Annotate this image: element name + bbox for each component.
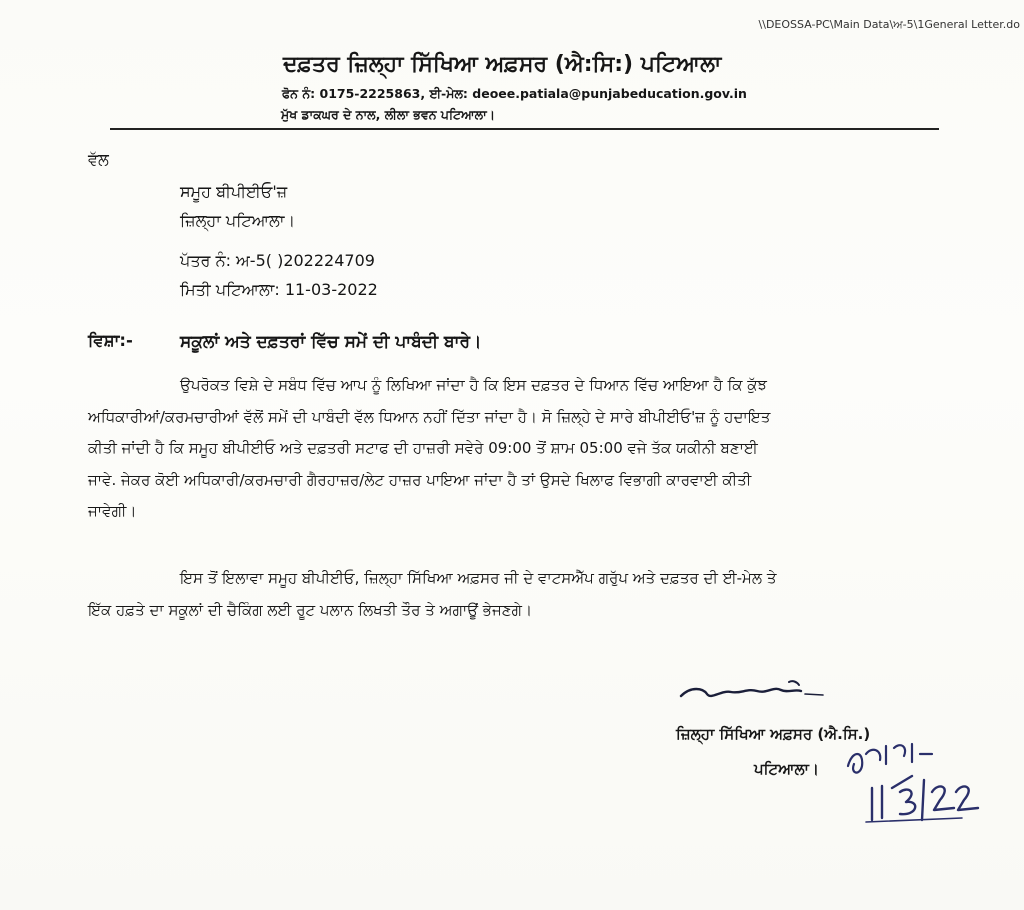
subject-text: ਸਕੂਲਾਂ ਅਤੇ ਦਫ਼ਤਰਾਂ ਵਿੱਚ ਸਮੇਂ ਦੀ ਪਾਬੰਦੀ ਬਾਰੇ।	[180, 332, 482, 352]
file-path-header: \\DEOSSA-PC\Main Data\ਅ-5\1General Letter.do	[758, 18, 1020, 31]
signature-scribble	[677, 676, 827, 716]
subject-label: ਵਿਸ਼ਾ:-	[88, 331, 133, 350]
recipient-line-2: ਜ਼ਿਲ੍ਹਾ ਪਟਿਆਲਾ।	[180, 211, 296, 230]
handwritten-date-annotation	[842, 736, 982, 826]
office-title: ਦਫ਼ਤਰ ਜ਼ਿਲ੍ਹਾ ਸਿੱਖਿਆ ਅਫ਼ਸਰ (ਐ:ਸਿ:) ਪਟਿਆਲਾ	[283, 52, 722, 77]
paragraph-line: ਉਪਰੋਕਤ ਵਿਸ਼ੇ ਦੇ ਸਬੰਧ ਵਿੱਚ ਆਪ ਨੂੰ ਲਿਖਿਆ ਜਾਂਦਾ ਹੈ ਕਿ ਇਸ ਦਫ਼ਤਰ ਦੇ ਧਿਆਨ ਵਿੱਚ ਆਇਆ ਹੈ ਕਿ ਕੁੱਝ	[180, 376, 767, 394]
office-contact: ਫੋਨ ਨੰ: 0175-2225863, ਈ-ਮੇਲ: deoee.patiala@punjabeducation.gov.in	[282, 86, 747, 101]
body-paragraph-2	[88, 563, 776, 626]
signatory-place: ਪਟਿਆਲਾ।	[754, 760, 819, 778]
letterhead-divider	[110, 128, 939, 130]
paragraph-line: ਕੀਤੀ ਜਾਂਦੀ ਹੈ ਕਿ ਸਮੂਹ ਬੀਪੀਈਓ ਅਤੇ ਦਫ਼ਤਰੀ ਸਟਾਫ ਦੀ ਹਾਜ਼ਰੀ ਸਵੇਰੇ 09:00 ਤੋਂ ਸ਼ਾਮ 05:00 ਵਜੇ ਤੱਕ ਯਕੀਨੀ ਬਣਾਈ	[88, 439, 758, 457]
letter-number: ਪੱਤਰ ਨੰ: ਅ-5( )202224709	[180, 251, 375, 270]
recipient-line-1: ਸਮੂਹ ਬੀਪੀਈਓ'ਜ਼	[180, 182, 288, 201]
paragraph-line: ਜਾਵੇਗੀ।	[88, 502, 137, 520]
paragraph-line: ਜਾਵੇ. ਜੇਕਰ ਕੋਈ ਅਧਿਕਾਰੀ/ਕਰਮਚਾਰੀ ਗੈਰਹਾਜ਼ਰ/ਲੇਟ ਹਾਜ਼ਰ ਪਾਇਆ ਜਾਂਦਾ ਹੈ ਤਾਂ ਉਸਦੇ ਖਿਲਾਫ ਵਿਭਾਗੀ ਕਾਰਵਾਈ ਕੀਤੀ	[88, 470, 752, 489]
to-label: ਵੱਲ	[88, 150, 109, 169]
office-address: ਮੁੱਖ ਡਾਕਘਰ ਦੇ ਨਾਲ, ਲੀਲਾ ਭਵਨ ਪਟਿਆਲਾ।	[281, 107, 496, 122]
paragraph-line: ਅਧਿਕਾਰੀਆਂ/ਕਰਮਚਾਰੀਆਂ ਵੱਲੋਂ ਸਮੇਂ ਦੀ ਪਾਬੰਦੀ ਵੱਲ ਧਿਆਨ ਨਹੀਂ ਦਿੱਤਾ ਜਾਂਦਾ ਹੈ। ਸੋ ਜ਼ਿਲ੍ਹੇ ਦੇ ਸਾਰੇ ਬੀਪੀਈਓ'ਜ਼ ਨੂੰ ਹਦਾਇਤ	[88, 407, 771, 426]
paragraph-line: ਇੱਕ ਹਫ਼ਤੇ ਦਾ ਸਕੂਲਾਂ ਦੀ ਚੈਕਿੰਗ ਲਈ ਰੂਟ ਪਲਾਨ ਲਿਖਤੀ ਤੌਰ ਤੇ ਅਗਾਊਂ ਭੇਜਣਗੇ।	[88, 600, 533, 619]
signatory-designation: ਜ਼ਿਲ੍ਹਾ ਸਿੱਖਿਆ ਅਫ਼ਸਰ (ਐ.ਸਿ.)	[676, 725, 871, 743]
body-paragraph-1	[88, 370, 770, 528]
paragraph-line: ਇਸ ਤੋਂ ਇਲਾਵਾ ਸਮੂਹ ਬੀਪੀਈਓ, ਜ਼ਿਲ੍ਹਾ ਸਿੱਖਿਆ ਅਫ਼ਸਰ ਜੀ ਦੇ ਵਾਟਸਐੱਪ ਗਰੁੱਪ ਅਤੇ ਦਫ਼ਤਰ ਦੀ ਈ-ਮੇਲ ਤੇ	[180, 569, 777, 587]
letter-date: ਮਿਤੀ ਪਟਿਆਲਾ: 11-03-2022	[180, 280, 378, 299]
